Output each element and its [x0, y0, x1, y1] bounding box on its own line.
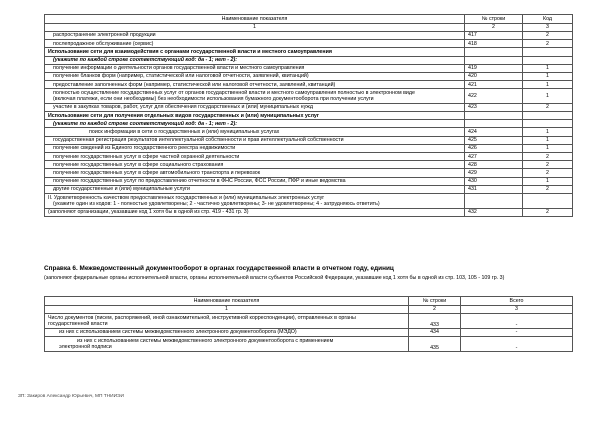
table-row	[45, 314, 573, 329]
table-row	[45, 103, 573, 111]
row-code: 2	[523, 161, 573, 169]
row-label: послепродажное обслуживание (сервис)	[45, 40, 465, 48]
row-number: 421	[465, 81, 523, 89]
subheader-col-3: 3	[461, 305, 573, 314]
header-row-no: № строки	[465, 15, 523, 24]
row-label: получение информации о деятельности органов государственной власти и местного самоуправления	[45, 64, 465, 72]
row-number: 434	[409, 328, 461, 337]
row-number: 433	[409, 314, 461, 329]
row-total: -	[461, 328, 573, 337]
row-label: государственная регистрация результатов интеллектуальной собственности и прав интеллектуальной собственности	[45, 136, 465, 144]
subheader-col-1: 1	[45, 305, 409, 314]
row-label: (заполняют организации, указавшие код 1 хотя бы в одной из стр. 419 - 431 гр. 3)	[45, 208, 465, 216]
row-label: участие в закупках товаров, работ, услуг для обеспечения государственных и (или) муниципальных нужд	[45, 103, 465, 111]
subheader-col-3: 3	[523, 23, 573, 32]
row-number: 435	[409, 337, 461, 352]
row-label-line-1: полностью осуществление государственных услуг от органов государственной власти и местного самоуправления полностью в электронном виде	[53, 89, 415, 96]
row-number: 422	[465, 89, 523, 104]
row-number: 417	[465, 32, 523, 40]
section-6-note: (заполняют федеральные органы исполнительной власти, органы исполнительной власти субъектов Российской Федерации, указавшие код 1 хотя бы в одной из стр. 103, 105 - 109 гр. 3)	[44, 275, 505, 281]
row-label	[45, 314, 409, 329]
subheader-col-1: 1	[45, 23, 465, 32]
row-code: 1	[523, 72, 573, 80]
section-instruction-row	[45, 120, 573, 128]
row-number: 426	[465, 144, 523, 152]
row-number: 430	[465, 177, 523, 185]
table-subheader-row	[45, 23, 573, 32]
section-6-title: Справка 6. Межведомственный документооборот в органах государственной власти в отчетном году, единиц	[44, 265, 394, 272]
subheader-col-2: 2	[409, 305, 461, 314]
header-name: Наименование показателя	[45, 15, 465, 24]
row-label: поиск информации в сети о государственных и (или) муниципальных услугах	[45, 128, 465, 136]
row-code: 1	[523, 81, 573, 89]
table-row	[45, 128, 573, 136]
header-total: Всего	[461, 297, 573, 306]
row-total: -	[461, 314, 573, 329]
table-row	[45, 81, 573, 89]
row-code: 2	[523, 208, 573, 216]
row-number: 424	[465, 128, 523, 136]
row-label	[45, 89, 465, 104]
section-heading: Использование сети для получения отдельных видов государственных и (или) муниципальных услуг	[45, 112, 465, 120]
subheader-col-2: 2	[465, 23, 523, 32]
section-heading-title: II. Удовлетворенность качеством предоставленных государственных и (или) муниципальных электронных услуг	[48, 194, 325, 201]
table-row	[45, 328, 573, 337]
row-label-line-2: электронной подписи	[59, 344, 112, 351]
row-code: 2	[523, 40, 573, 48]
section-instruction-row	[45, 56, 573, 64]
row-label-line-1: из них с использованием системы межведомственного электронного документооборота с применением	[77, 337, 334, 344]
row-number: 419	[465, 64, 523, 72]
table-row	[45, 161, 573, 169]
section-heading: Использование сети для взаимодействия с органами государственной власти и местного самоуправления	[45, 48, 465, 56]
row-code: 2	[523, 32, 573, 40]
table-row	[45, 177, 573, 185]
row-label: из них с использованием системы межведомственного электронного документооборота (МЭДО)	[45, 328, 409, 337]
row-code: 2	[523, 153, 573, 161]
row-label: получение бланков форм (например, статистической или налоговой отчетности, заявлений, квитанций)	[45, 72, 465, 80]
table-row	[45, 208, 573, 216]
table-header-row	[45, 15, 573, 24]
row-number: 423	[465, 103, 523, 111]
table-header-row	[45, 297, 573, 306]
row-label: получение государственных услуг по предоставлению отчетности в ФНС России, ФСС России, ПФР и иные ведомства	[45, 177, 465, 185]
row-number: 429	[465, 169, 523, 177]
section-heading-row	[45, 48, 573, 56]
section-heading-row	[45, 112, 573, 120]
row-label: другие государственные и (или) муниципальные услуги	[45, 185, 465, 193]
section-instruction: (укажите по каждой строке соответствующий код: да - 1; нет - 2):	[45, 56, 465, 64]
row-label: получение сведений из Единого государственного реестра недвижимости	[45, 144, 465, 152]
section-instruction: (укажите один из кодов: 1 - полностью удовлетворены; 2 - частично удовлетворены; 3- не удовлетворены; 4 - затрудняюсь ответить)	[53, 200, 380, 207]
header-row-no: № строки	[409, 297, 461, 306]
row-label-line-2: (включая платежи, если они необходимы) без необходимости использования бумажного документооборота при получении услуги	[53, 96, 374, 103]
row-code: 1	[523, 177, 573, 185]
document-flow-table	[44, 296, 573, 352]
table-row	[45, 337, 573, 352]
row-number: 432	[465, 208, 523, 216]
row-code: 1	[523, 136, 573, 144]
table-row	[45, 32, 573, 40]
table-row	[45, 153, 573, 161]
row-label: получение государственных услуг в сфере социального страхования	[45, 161, 465, 169]
row-code: 2	[523, 185, 573, 193]
table-row	[45, 40, 573, 48]
table-row	[45, 185, 573, 193]
row-total: -	[461, 337, 573, 352]
row-code: 2	[523, 103, 573, 111]
row-number: 428	[465, 161, 523, 169]
table-row	[45, 72, 573, 80]
row-number: 431	[465, 185, 523, 193]
row-label: распространение электронной продукции	[45, 32, 465, 40]
row-label: получение государственных услуг в сфере частной охранной деятельности	[45, 153, 465, 161]
row-code: 1	[523, 128, 573, 136]
header-code: Код	[523, 15, 573, 24]
table-row	[45, 169, 573, 177]
row-code: 1	[523, 64, 573, 72]
table-subheader-row	[45, 305, 573, 314]
row-number: 425	[465, 136, 523, 144]
row-label-line-2: государственной власти	[48, 320, 108, 327]
row-label: предоставление заполненных форм (например, статистической или налоговой отчетности, заявлений, квитанций)	[45, 81, 465, 89]
table-row	[45, 144, 573, 152]
row-number: 420	[465, 72, 523, 80]
row-number: 418	[465, 40, 523, 48]
header-name: Наименование показателя	[45, 297, 409, 306]
row-code: 1	[523, 89, 573, 104]
table-row	[45, 89, 573, 104]
section-heading	[45, 193, 465, 208]
indicators-table	[44, 14, 573, 217]
row-number: 427	[465, 153, 523, 161]
row-label	[45, 337, 409, 352]
row-label: получение государственных услуг в сфере автомобильного транспорта и перевозок	[45, 169, 465, 177]
table-row	[45, 136, 573, 144]
section-instruction: (укажите по каждой строке соответствующий код: да - 1; нет - 2):	[45, 120, 465, 128]
row-code: 1	[523, 144, 573, 152]
footer-signature: ЗП: Закиров Александр Юрьевич, МП ТНИИЭИ	[18, 394, 124, 399]
row-label-line-1: Число документов (писем, распоряжений, иной ознакомительной, инструктивной корреспонденции), отправленных в органы	[48, 314, 356, 321]
row-code: 2	[523, 169, 573, 177]
table-row	[45, 64, 573, 72]
section-heading-row	[45, 193, 573, 208]
